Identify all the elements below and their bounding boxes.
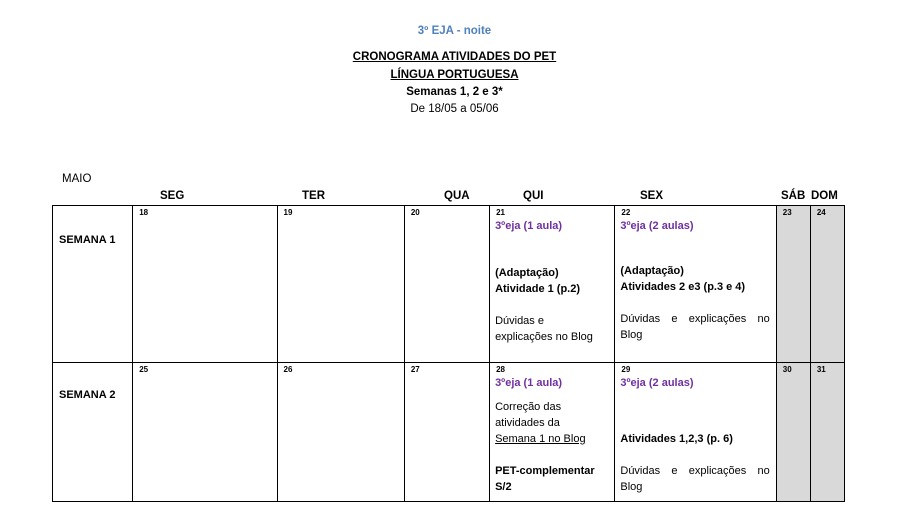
blog-link[interactable]: Semana 1 no Blog bbox=[495, 433, 586, 445]
day-cell bbox=[490, 363, 615, 502]
month-label: MAIO bbox=[62, 173, 92, 185]
day-header-seg: SEG bbox=[160, 190, 185, 202]
day-number: 27 bbox=[410, 365, 420, 374]
day-number: 29 bbox=[621, 365, 631, 374]
weeks-subtitle: Semanas 1, 2 e 3* bbox=[406, 86, 503, 98]
activity-adaptation: (Adaptação) bbox=[495, 267, 559, 279]
day-number: 23 bbox=[782, 208, 792, 217]
activity-note: explicações no Blog bbox=[495, 331, 593, 343]
activity-note: Blog bbox=[620, 329, 643, 341]
day-cell bbox=[277, 363, 404, 502]
day-cell-weekend bbox=[776, 206, 810, 363]
day-header-dom: DOM bbox=[811, 190, 838, 202]
day-number: 26 bbox=[283, 365, 293, 374]
day-cell bbox=[615, 363, 776, 502]
day-number: 24 bbox=[816, 208, 826, 217]
week-label: SEMANA 1 bbox=[53, 206, 133, 363]
class-session-label: 3ºeja (1 aula) bbox=[495, 220, 563, 232]
activity-note: Dúvidas e bbox=[495, 315, 544, 327]
day-header-qua: QUA bbox=[444, 190, 470, 202]
date-range: De 18/05 a 05/06 bbox=[410, 103, 499, 115]
day-number: 22 bbox=[621, 208, 631, 217]
activity-text: Correção das bbox=[495, 401, 562, 413]
day-cell-weekend bbox=[810, 206, 844, 363]
day-header-sex: SEX bbox=[640, 190, 664, 202]
day-header-qui: QUI bbox=[523, 190, 544, 202]
day-number: 25 bbox=[139, 365, 149, 374]
class-session-label: 3ºeja (2 aulas) bbox=[620, 220, 694, 232]
day-cell bbox=[615, 206, 776, 363]
day-number: 20 bbox=[410, 208, 420, 217]
day-cell bbox=[133, 206, 277, 363]
day-header-sab: SÁB bbox=[781, 190, 806, 202]
activity-note: Dúvidas e explicações no bbox=[620, 465, 770, 477]
activity-title: Atividades 2 e3 (p.3 e 4) bbox=[620, 281, 746, 293]
activity-title: Atividade 1 (p.2) bbox=[495, 283, 581, 295]
day-number: 21 bbox=[496, 208, 505, 217]
week-row bbox=[53, 206, 845, 363]
activity-note: Dúvidas e explicações no bbox=[620, 313, 770, 325]
day-cell-weekend bbox=[776, 363, 810, 502]
day-cell bbox=[490, 206, 615, 363]
week-row bbox=[53, 363, 845, 502]
activity-note: Blog bbox=[620, 481, 643, 493]
class-session-label: 3ºeja (2 aulas) bbox=[620, 377, 694, 389]
week-label: SEMANA 2 bbox=[53, 363, 133, 502]
day-cell bbox=[404, 206, 489, 363]
day-number: 30 bbox=[782, 365, 792, 374]
day-number: 19 bbox=[283, 208, 293, 217]
activity-title: S/2 bbox=[495, 481, 512, 493]
day-cell bbox=[404, 363, 489, 502]
day-cell bbox=[133, 363, 277, 502]
activity-title: Atividades 1,2,3 (p. 6) bbox=[620, 433, 733, 445]
activity-adaptation: (Adaptação) bbox=[620, 265, 684, 277]
schedule-title: CRONOGRAMA ATIVIDADES DO PET bbox=[352, 51, 557, 63]
day-number: 28 bbox=[496, 365, 505, 374]
day-number: 31 bbox=[816, 365, 826, 374]
day-cell bbox=[277, 206, 404, 363]
day-header-ter: TER bbox=[302, 190, 325, 202]
schedule-table bbox=[52, 205, 845, 502]
activity-title: PET-complementar bbox=[495, 465, 595, 477]
class-session-label: 3ºeja (1 aula) bbox=[495, 377, 563, 389]
activity-text: atividades da bbox=[495, 417, 560, 429]
day-number: 18 bbox=[139, 208, 149, 217]
class-line: 3º EJA - noite bbox=[417, 25, 492, 37]
subject-title: LÍNGUA PORTUGUESA bbox=[390, 69, 519, 81]
day-cell-weekend bbox=[810, 363, 844, 502]
